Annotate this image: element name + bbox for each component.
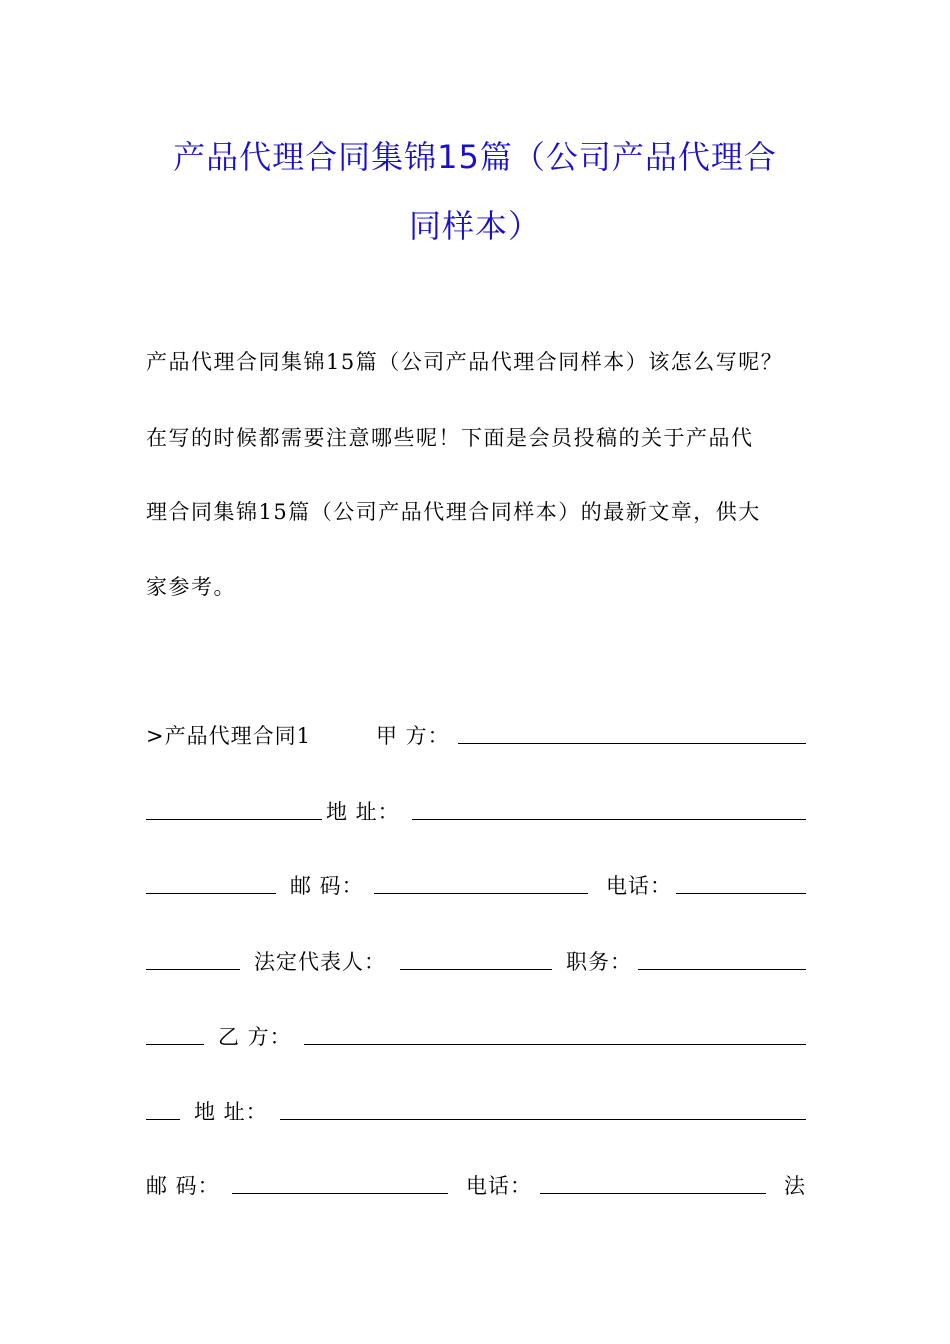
phone-field[interactable]	[676, 893, 806, 894]
position-field-cont[interactable]	[146, 1044, 204, 1045]
party-b-label: 乙 方：	[218, 1025, 292, 1049]
phone-field-cont[interactable]	[146, 969, 240, 970]
party-b-field[interactable]	[304, 1044, 806, 1045]
party-a-field[interactable]	[458, 743, 806, 744]
party-a-field-cont[interactable]	[146, 819, 322, 820]
legal-rep-label: 法定代表人：	[254, 950, 386, 974]
party-b-field-cont[interactable]	[146, 1119, 180, 1120]
postcode2-field[interactable]	[232, 1193, 448, 1194]
form-row-5	[146, 1019, 806, 1053]
party-a-label: 甲 方：	[376, 724, 450, 748]
form-row-1	[146, 718, 806, 752]
postcode-field[interactable]	[374, 893, 588, 894]
phone2-label: 电话：	[466, 1174, 532, 1198]
address-label: 地 址：	[326, 800, 400, 824]
position-field[interactable]	[638, 969, 806, 970]
legal-rep2-label-start: 法	[784, 1174, 806, 1198]
phone2-field[interactable]	[540, 1193, 766, 1194]
form-row-3	[146, 868, 806, 902]
document-title-line-1: 产品代理合同集锦15篇（公司产品代理合	[173, 138, 777, 176]
form-row-6	[146, 1094, 806, 1128]
phone-label: 电话：	[606, 874, 672, 898]
position-label: 职务：	[566, 950, 632, 974]
legal-rep-field[interactable]	[400, 969, 552, 970]
address-field[interactable]	[412, 819, 806, 820]
document-title-line-2: 同样本）	[408, 207, 541, 245]
intro-line-3: 理合同集锦15篇（公司产品代理合同样本）的最新文章，供大	[146, 500, 761, 524]
postcode2-label: 邮 码：	[146, 1174, 220, 1198]
form-row-7	[146, 1168, 806, 1202]
address2-field[interactable]	[280, 1119, 806, 1120]
section-label: >产品代理合同1	[146, 724, 311, 748]
intro-line-2: 在写的时候都需要注意哪些呢！下面是会员投稿的关于产品代	[146, 426, 754, 450]
intro-line-4: 家参考。	[146, 575, 236, 599]
form-row-4	[146, 944, 806, 978]
intro-line-1: 产品代理合同集锦15篇（公司产品代理合同样本）该怎么写呢？	[146, 350, 784, 374]
address2-label: 地 址：	[194, 1100, 268, 1124]
address-field-cont[interactable]	[146, 893, 276, 894]
form-row-2	[146, 794, 806, 828]
postcode-label: 邮 码：	[290, 874, 364, 898]
